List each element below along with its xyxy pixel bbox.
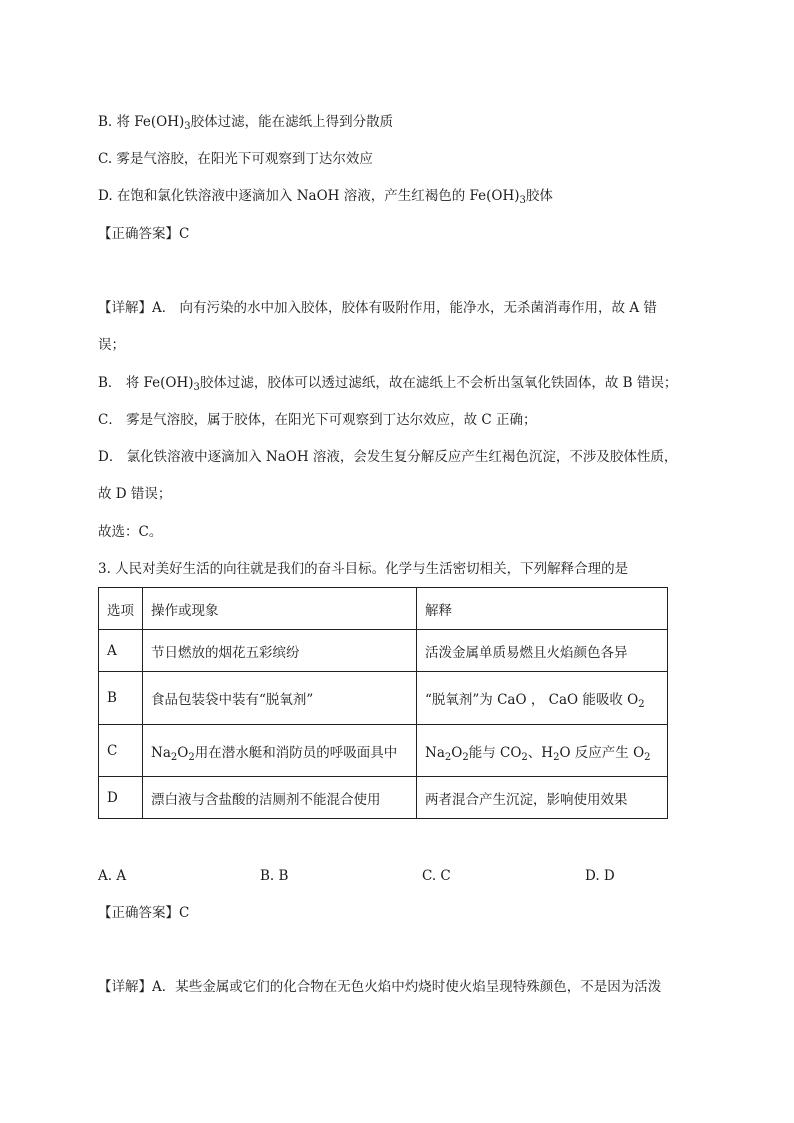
- text-segment: B． 将 Fe(OH): [98, 375, 194, 391]
- row-explanation: [417, 672, 668, 725]
- row-operation: 漂白液与含盐酸的洁厕剂不能混合使用: [143, 777, 417, 819]
- row-option: A: [99, 630, 143, 672]
- choice-b: B. B: [260, 868, 289, 884]
- prev-detail-b: [98, 373, 677, 393]
- prev-conclusion: 故选：C。: [98, 524, 163, 540]
- subscript: 2: [644, 751, 651, 763]
- choice-a: A. A: [98, 868, 127, 884]
- prev-detail-d-line1: D． 氯化铁溶液中逐滴加入 NaOH 溶液，会发生复分解反应产生红褐色沉淀，不涉及胶体性质，: [98, 449, 678, 465]
- table-row: [99, 725, 668, 777]
- prev-detail-c: C． 雾是气溶胶，属于胶体，在阳光下可观察到丁达尔效应，故 C 正确；: [98, 412, 537, 428]
- row-operation: 节日燃放的烟花五彩缤纷: [143, 630, 417, 672]
- text-segment: O 反应产生 O: [559, 744, 645, 761]
- text-segment: 胶体过滤，能在滤纸上得到分散质: [190, 114, 394, 130]
- row-operation: [143, 725, 417, 777]
- text-segment: Na: [151, 744, 171, 761]
- header-option: 选项: [99, 588, 143, 630]
- text-segment: 、H: [527, 744, 554, 761]
- choice-d: D. D: [585, 868, 615, 884]
- prev-answer: 【正确答案】C: [98, 226, 190, 242]
- table-header-row: [99, 588, 668, 630]
- row-option: B: [99, 672, 143, 725]
- text-segment: O: [177, 744, 189, 761]
- choice-c: C. C: [422, 868, 451, 884]
- row-operation: 食品包装袋中装有“脱氧剂”: [143, 672, 417, 725]
- table-row: [99, 630, 668, 672]
- subscript: 2: [638, 699, 645, 710]
- prev-detail-d-line2: 故 D 错误；: [98, 486, 172, 502]
- prev-option-d: [98, 186, 553, 206]
- subscript: 2: [188, 751, 195, 763]
- text-segment: D. 在饱和氯化铁溶液中逐滴加入 NaOH 溶液，产生红褐色的 Fe(OH): [98, 188, 520, 204]
- question-3-detail-a: 【详解】A．某些金属或它们的化合物在无色火焰中灼烧时使火焰呈现特殊颜色，不是因为活泼: [98, 979, 662, 995]
- header-explanation: 解释: [417, 588, 668, 630]
- subscript: 2: [462, 751, 469, 763]
- text-segment: “脱氧剂”为 CaO ， CaO 能吸收 O: [425, 692, 639, 708]
- table-row: [99, 672, 668, 725]
- question-3-stem: 3. 人民对美好生活的向往就是我们的奋斗目标。化学与生活密切相关，下列解释合理的是: [98, 561, 629, 577]
- table-row: [99, 777, 668, 819]
- row-explanation: [417, 725, 668, 777]
- prev-detail-a-line1: 【详解】A． 向有污染的水中加入胶体，胶体有吸附作用，能净水，无杀菌消毒作用，故 A 错: [98, 300, 657, 316]
- question-3-table: [98, 587, 668, 819]
- subscript: 3: [519, 195, 526, 206]
- text-segment: Na: [425, 744, 445, 761]
- text-segment: 胶体过滤，胶体可以透过滤纸，故在滤纸上不会析出氢氧化铁固体，故 B 错误；: [199, 375, 678, 391]
- prev-detail-a-line2: 误；: [98, 337, 125, 353]
- row-explanation: 活泼金属单质易燃且火焰颜色各异: [417, 630, 668, 672]
- row-option: D: [99, 777, 143, 819]
- subscript: 2: [521, 751, 528, 763]
- text-segment: 用在潜水艇和消防员的呼吸面具中: [194, 744, 398, 761]
- question-3-answer: 【正确答案】C: [98, 905, 190, 921]
- text-segment: O: [451, 744, 463, 761]
- subscript: 2: [553, 751, 560, 763]
- subscript: 2: [444, 751, 452, 763]
- prev-option-c: C. 雾是气溶胶，在阳光下可观察到丁达尔效应: [98, 151, 373, 167]
- text-segment: B. 将 Fe(OH): [98, 114, 185, 130]
- subscript: 3: [193, 382, 200, 393]
- prev-option-b: [98, 112, 393, 132]
- text-segment: 能与 CO: [468, 744, 522, 761]
- header-operation: 操作或现象: [143, 588, 417, 630]
- text-segment: 胶体: [525, 188, 553, 204]
- row-option: C: [99, 725, 143, 777]
- subscript: 3: [184, 121, 191, 132]
- row-explanation: 两者混合产生沉淀，影响使用效果: [417, 777, 668, 819]
- subscript: 2: [170, 751, 178, 763]
